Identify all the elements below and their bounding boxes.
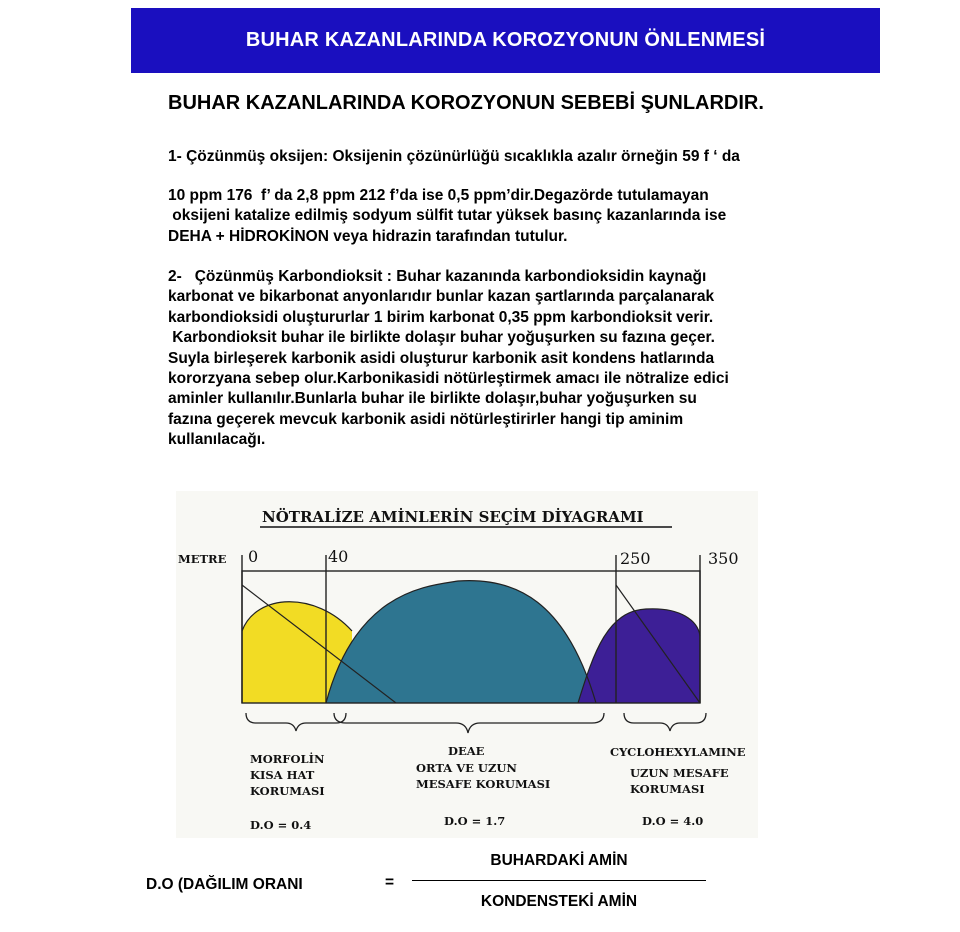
label-morfolin-protection: KORUMASI — [250, 784, 325, 798]
paragraph-carbon-dioxide: 2- Çözünmüş Karbondioksit : Buhar kazanında karbondioksidin kaynağı karbonat ve bikarbonat anyonlarıdır bunlar kazan şartlarında parçalanarak karbondioksidi oluştururlar 1 birim karbonat 0,35 ppm karbondioksit verir. Karbondioksit buhar ile birlikte dolaşır buhar yoğuşurken su fazına geçer. Suyla birleşerek karbonik asidi oluşturur karbonik asit kondens hatlarında kororzyana sebep olur.Karbonikasidi nötürleştirmek amacı ile nötralize edici aminler kullanılır.Bunlarla buhar ile birlikte dolaşır,buhar yoğuşurken su fazına geçerek mevcuk karbonik asidi nötürleştirirler hangi tip aminim kullanılacağı. — [168, 268, 729, 449]
label-deae-protection: MESAFE KORUMASI — [416, 777, 551, 791]
label-cyclohexylamine: CYCLOHEXYLAMINE — [610, 745, 746, 759]
banner-title: BUHAR KAZANLARINDA KOROZYONUN ÖNLENMESİ — [245, 29, 766, 51]
label-deae-range: ORTA VE UZUN — [416, 761, 517, 775]
label-cyclohexylamine-range: UZUN MESAFE — [630, 766, 729, 780]
do-deae: D.O = 1.7 — [444, 814, 506, 828]
tick-0: 0 — [248, 547, 259, 566]
section-heading: BUHAR KAZANLARINDA KOROZYONUN SEBEBİ ŞUNLARDIR. — [168, 92, 764, 114]
amine-selection-diagram — [176, 491, 758, 838]
brace-cyclohexylamine — [624, 713, 706, 731]
diagram-canvas — [176, 491, 758, 838]
tick-350: 350 — [708, 549, 739, 568]
fraction-line — [412, 880, 706, 881]
label-deae: DEAE — [448, 744, 485, 758]
curve-cyclohexylamine — [578, 609, 700, 703]
formula-denominator: KONDENSTEKİ AMİN — [480, 893, 638, 910]
formula-label: D.O (DAĞILIM ORANI — [146, 876, 303, 893]
title-banner — [131, 8, 880, 73]
label-morfolin: MORFOLİN — [250, 752, 325, 766]
tick-250: 250 — [620, 549, 651, 568]
paragraph-oxygen-detail: 10 ppm 176 f’ da 2,8 ppm 212 f’da ise 0,5 ppm’dir.Degazörde tutulamayan oksijeni katalize edilmiş sodyum sülfit tutar yüksek basınç kazanlarında ise DEHA + HİDROKİNON veya hidrazin tarafından tutulur. — [168, 187, 727, 245]
formula-numerator: BUHARDAKİ AMİN — [490, 852, 628, 869]
paragraph-oxygen-intro: 1- Çözünmüş oksijen: Oksijenin çözünürlüğü sıcaklıkla azalır örneğin 59 f ‘ da — [168, 148, 740, 165]
do-morfolin: D.O = 0.4 — [250, 818, 312, 832]
brace-morfolin — [246, 713, 346, 731]
label-morfolin-range: KISA HAT — [250, 768, 315, 782]
axis-label-metre: METRE — [178, 552, 227, 566]
label-cyclohexylamine-protection: KORUMASI — [630, 782, 705, 796]
tick-40: 40 — [328, 547, 349, 566]
curve-deae — [326, 581, 596, 703]
brace-deae — [334, 713, 604, 733]
diagram-title: NÖTRALİZE AMİNLERİN SEÇİM DİYAGRAMI — [262, 508, 644, 526]
formula-equals: = — [385, 874, 395, 891]
do-cyclohexylamine: D.O = 4.0 — [642, 814, 704, 828]
